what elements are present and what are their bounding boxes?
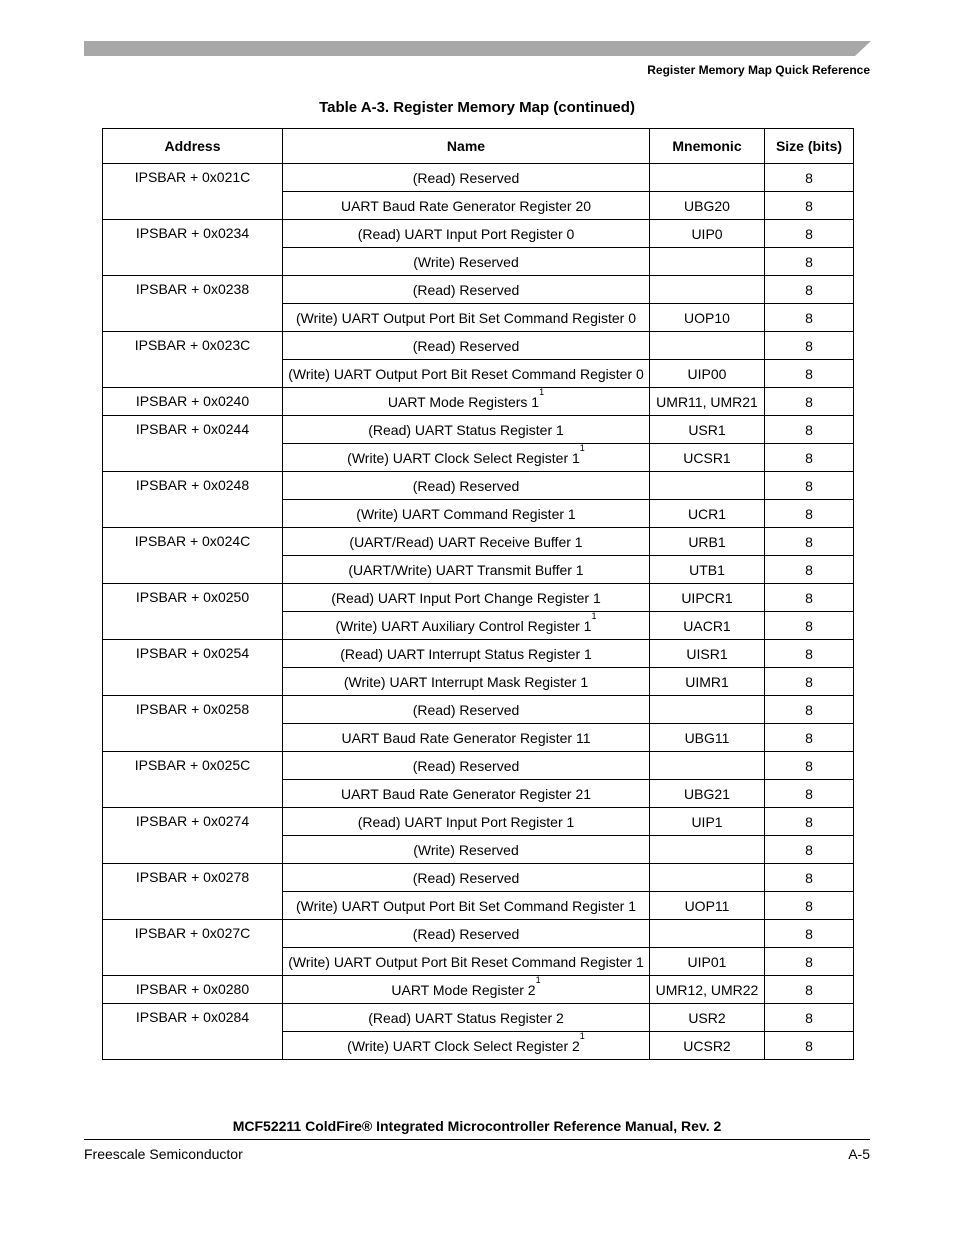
table-row xyxy=(103,220,854,248)
size-cell: 8 xyxy=(765,220,854,248)
running-head: Register Memory Map Quick Reference xyxy=(647,63,870,77)
mnemonic-cell: UMR12, UMR22 xyxy=(650,976,765,1004)
column-header-mnemonic: Mnemonic xyxy=(650,129,765,164)
table-row xyxy=(103,528,854,556)
address-cell: IPSBAR + 0x0274 xyxy=(103,808,283,864)
register-name: (Read) Reserved xyxy=(412,337,520,354)
address-cell: IPSBAR + 0x0238 xyxy=(103,276,283,332)
name-cell xyxy=(283,388,650,416)
register-name: (Write) Reserved xyxy=(413,841,519,858)
register-name: UART Baud Rate Generator Register 20 xyxy=(340,197,592,214)
mnemonic-cell: UIP00 xyxy=(650,360,765,388)
register-name: (Write) UART Output Port Bit Reset Command Register 1 xyxy=(288,953,644,970)
register-name: (Write) UART Output Port Bit Set Command Register 0 xyxy=(295,309,636,326)
register-name: (Read) Reserved xyxy=(412,477,520,494)
size-cell: 8 xyxy=(765,836,854,864)
table-row xyxy=(103,752,854,780)
size-cell: 8 xyxy=(765,808,854,836)
size-cell: 8 xyxy=(765,276,854,304)
register-name: (Read) UART Status Register 2 xyxy=(368,1009,564,1026)
footnote-marker: 1 xyxy=(535,974,541,985)
register-name: (Read) UART Input Port Register 1 xyxy=(357,813,575,830)
mnemonic-cell: UMR11, UMR21 xyxy=(650,388,765,416)
register-name: (Write) UART Output Port Bit Reset Command Register 0 xyxy=(288,365,644,382)
table-row xyxy=(103,276,854,304)
address-cell: IPSBAR + 0x0234 xyxy=(103,220,283,276)
name-cell xyxy=(283,948,650,976)
address-cell: IPSBAR + 0x021C xyxy=(103,164,283,220)
name-cell xyxy=(283,556,650,584)
name-cell xyxy=(283,416,650,444)
size-cell: 8 xyxy=(765,416,854,444)
size-cell: 8 xyxy=(765,304,854,332)
mnemonic-cell xyxy=(650,276,765,304)
mnemonic-cell xyxy=(650,472,765,500)
register-name: (Read) UART Input Port Change Register 1 xyxy=(331,589,601,606)
name-cell xyxy=(283,920,650,948)
register-name: (UART/Read) UART Receive Buffer 1 xyxy=(349,533,583,550)
mnemonic-cell xyxy=(650,920,765,948)
register-name: (Read) Reserved xyxy=(412,869,520,886)
name-cell xyxy=(283,976,650,1004)
mnemonic-cell: UTB1 xyxy=(650,556,765,584)
mnemonic-cell: UCSR1 xyxy=(650,444,765,472)
mnemonic-cell: UIP0 xyxy=(650,220,765,248)
size-cell: 8 xyxy=(765,556,854,584)
table-row xyxy=(103,640,854,668)
name-cell xyxy=(283,752,650,780)
name-cell xyxy=(283,668,650,696)
address-cell: IPSBAR + 0x0284 xyxy=(103,1004,283,1060)
address-cell: IPSBAR + 0x0240 xyxy=(103,388,283,416)
column-header-name: Name xyxy=(283,129,650,164)
footer-company: Freescale Semiconductor xyxy=(84,1146,243,1162)
size-cell: 8 xyxy=(765,640,854,668)
size-cell: 8 xyxy=(765,528,854,556)
footnote-marker: 1 xyxy=(591,610,597,621)
address-cell: IPSBAR + 0x027C xyxy=(103,920,283,976)
register-name: (Read) Reserved xyxy=(412,925,520,942)
table-row xyxy=(103,864,854,892)
table-row xyxy=(103,808,854,836)
mnemonic-cell: UIPCR1 xyxy=(650,584,765,612)
name-cell xyxy=(283,640,650,668)
size-cell: 8 xyxy=(765,332,854,360)
name-cell xyxy=(283,892,650,920)
size-cell: 8 xyxy=(765,1004,854,1032)
table-row xyxy=(103,332,854,360)
name-cell xyxy=(283,780,650,808)
name-cell xyxy=(283,472,650,500)
table-row xyxy=(103,976,854,1004)
table-row xyxy=(103,920,854,948)
register-name: (Read) Reserved xyxy=(412,701,520,718)
mnemonic-cell: UCR1 xyxy=(650,500,765,528)
size-cell: 8 xyxy=(765,864,854,892)
size-cell: 8 xyxy=(765,388,854,416)
table-row xyxy=(103,164,854,192)
size-cell: 8 xyxy=(765,668,854,696)
register-name: UART Baud Rate Generator Register 11 xyxy=(341,729,591,746)
address-cell: IPSBAR + 0x0248 xyxy=(103,472,283,528)
table-row xyxy=(103,416,854,444)
address-cell: IPSBAR + 0x0258 xyxy=(103,696,283,752)
size-cell: 8 xyxy=(765,948,854,976)
mnemonic-cell xyxy=(650,332,765,360)
register-name: (Write) Reserved xyxy=(413,253,519,270)
register-name: (Write) UART Output Port Bit Set Command Register 1 xyxy=(295,897,636,914)
size-cell: 8 xyxy=(765,1032,854,1060)
size-cell: 8 xyxy=(765,752,854,780)
table-row xyxy=(103,584,854,612)
footer-title: MCF52211 ColdFire® Integrated Microcontroller Reference Manual, Rev. 2 xyxy=(232,1118,722,1134)
name-cell xyxy=(283,220,650,248)
size-cell: 8 xyxy=(765,584,854,612)
register-name: (Write) UART Interrupt Mask Register 1 xyxy=(343,673,589,690)
address-cell: IPSBAR + 0x0280 xyxy=(103,976,283,1004)
table-row xyxy=(103,388,854,416)
mnemonic-cell xyxy=(650,248,765,276)
size-cell: 8 xyxy=(765,472,854,500)
name-cell xyxy=(283,304,650,332)
mnemonic-cell: UACR1 xyxy=(650,612,765,640)
address-cell: IPSBAR + 0x0244 xyxy=(103,416,283,472)
name-cell xyxy=(283,696,650,724)
name-cell xyxy=(283,724,650,752)
mnemonic-cell: UIP1 xyxy=(650,808,765,836)
table-row xyxy=(103,472,854,500)
name-cell xyxy=(283,332,650,360)
header-bar-shape xyxy=(84,41,871,56)
table-row xyxy=(103,696,854,724)
address-cell: IPSBAR + 0x0254 xyxy=(103,640,283,696)
size-cell: 8 xyxy=(765,920,854,948)
size-cell: 8 xyxy=(765,780,854,808)
mnemonic-cell xyxy=(650,752,765,780)
mnemonic-cell: UOP11 xyxy=(650,892,765,920)
register-name: (UART/Write) UART Transmit Buffer 1 xyxy=(348,561,584,578)
name-cell xyxy=(283,500,650,528)
register-name: (Read) UART Interrupt Status Register 1 xyxy=(340,645,592,662)
name-cell xyxy=(283,808,650,836)
size-cell: 8 xyxy=(765,892,854,920)
address-cell: IPSBAR + 0x024C xyxy=(103,528,283,584)
table-title: Table A-3. Register Memory Map (continued) xyxy=(319,99,635,116)
register-name: (Write) UART Auxiliary Control Register 1 xyxy=(335,617,592,634)
mnemonic-cell xyxy=(650,864,765,892)
table-header-row xyxy=(103,129,854,164)
size-cell: 8 xyxy=(765,612,854,640)
mnemonic-cell: USR2 xyxy=(650,1004,765,1032)
column-header-size: Size (bits) xyxy=(765,129,854,164)
register-memory-map-table xyxy=(102,128,854,1060)
page-number: A-5 xyxy=(848,1146,870,1162)
register-name: UART Mode Registers 1 xyxy=(387,393,540,410)
register-name: (Write) UART Command Register 1 xyxy=(356,505,576,522)
register-name: (Read) Reserved xyxy=(412,169,520,186)
mnemonic-cell xyxy=(650,164,765,192)
name-cell xyxy=(283,584,650,612)
name-cell xyxy=(283,248,650,276)
address-cell: IPSBAR + 0x023C xyxy=(103,332,283,388)
address-cell: IPSBAR + 0x025C xyxy=(103,752,283,808)
name-cell xyxy=(283,612,650,640)
size-cell: 8 xyxy=(765,164,854,192)
table-body xyxy=(103,164,854,1060)
header-bar xyxy=(84,41,871,56)
register-name: (Read) UART Input Port Register 0 xyxy=(357,225,575,242)
size-cell: 8 xyxy=(765,500,854,528)
register-name: (Write) UART Clock Select Register 2 xyxy=(347,1037,580,1054)
address-cell: IPSBAR + 0x0278 xyxy=(103,864,283,920)
register-name: (Write) UART Clock Select Register 1 xyxy=(347,449,580,466)
register-name: UART Mode Register 2 xyxy=(391,981,536,998)
name-cell xyxy=(283,276,650,304)
mnemonic-cell: UISR1 xyxy=(650,640,765,668)
size-cell: 8 xyxy=(765,360,854,388)
name-cell xyxy=(283,836,650,864)
mnemonic-cell: UIP01 xyxy=(650,948,765,976)
footer-rule xyxy=(84,1139,870,1140)
name-cell xyxy=(283,1004,650,1032)
address-cell: IPSBAR + 0x0250 xyxy=(103,584,283,640)
mnemonic-cell: UOP10 xyxy=(650,304,765,332)
register-name: UART Baud Rate Generator Register 21 xyxy=(340,785,592,802)
table-row xyxy=(103,1004,854,1032)
register-name: (Read) UART Status Register 1 xyxy=(368,421,564,438)
mnemonic-cell: URB1 xyxy=(650,528,765,556)
name-cell xyxy=(283,192,650,220)
name-cell xyxy=(283,1032,650,1060)
register-name: (Read) Reserved xyxy=(412,281,520,298)
size-cell: 8 xyxy=(765,444,854,472)
name-cell xyxy=(283,528,650,556)
size-cell: 8 xyxy=(765,976,854,1004)
footnote-marker: 1 xyxy=(579,1030,585,1041)
mnemonic-cell xyxy=(650,836,765,864)
name-cell xyxy=(283,360,650,388)
name-cell xyxy=(283,444,650,472)
mnemonic-cell: UIMR1 xyxy=(650,668,765,696)
mnemonic-cell: UBG20 xyxy=(650,192,765,220)
mnemonic-cell: UCSR2 xyxy=(650,1032,765,1060)
mnemonic-cell xyxy=(650,696,765,724)
register-name: (Read) Reserved xyxy=(412,757,520,774)
mnemonic-cell: UBG21 xyxy=(650,780,765,808)
footnote-marker: 1 xyxy=(579,442,585,453)
size-cell: 8 xyxy=(765,724,854,752)
column-header-address: Address xyxy=(103,129,283,164)
size-cell: 8 xyxy=(765,192,854,220)
mnemonic-cell: UBG11 xyxy=(650,724,765,752)
footnote-marker: 1 xyxy=(539,386,545,397)
size-cell: 8 xyxy=(765,248,854,276)
mnemonic-cell: USR1 xyxy=(650,416,765,444)
name-cell xyxy=(283,164,650,192)
size-cell: 8 xyxy=(765,696,854,724)
name-cell xyxy=(283,864,650,892)
